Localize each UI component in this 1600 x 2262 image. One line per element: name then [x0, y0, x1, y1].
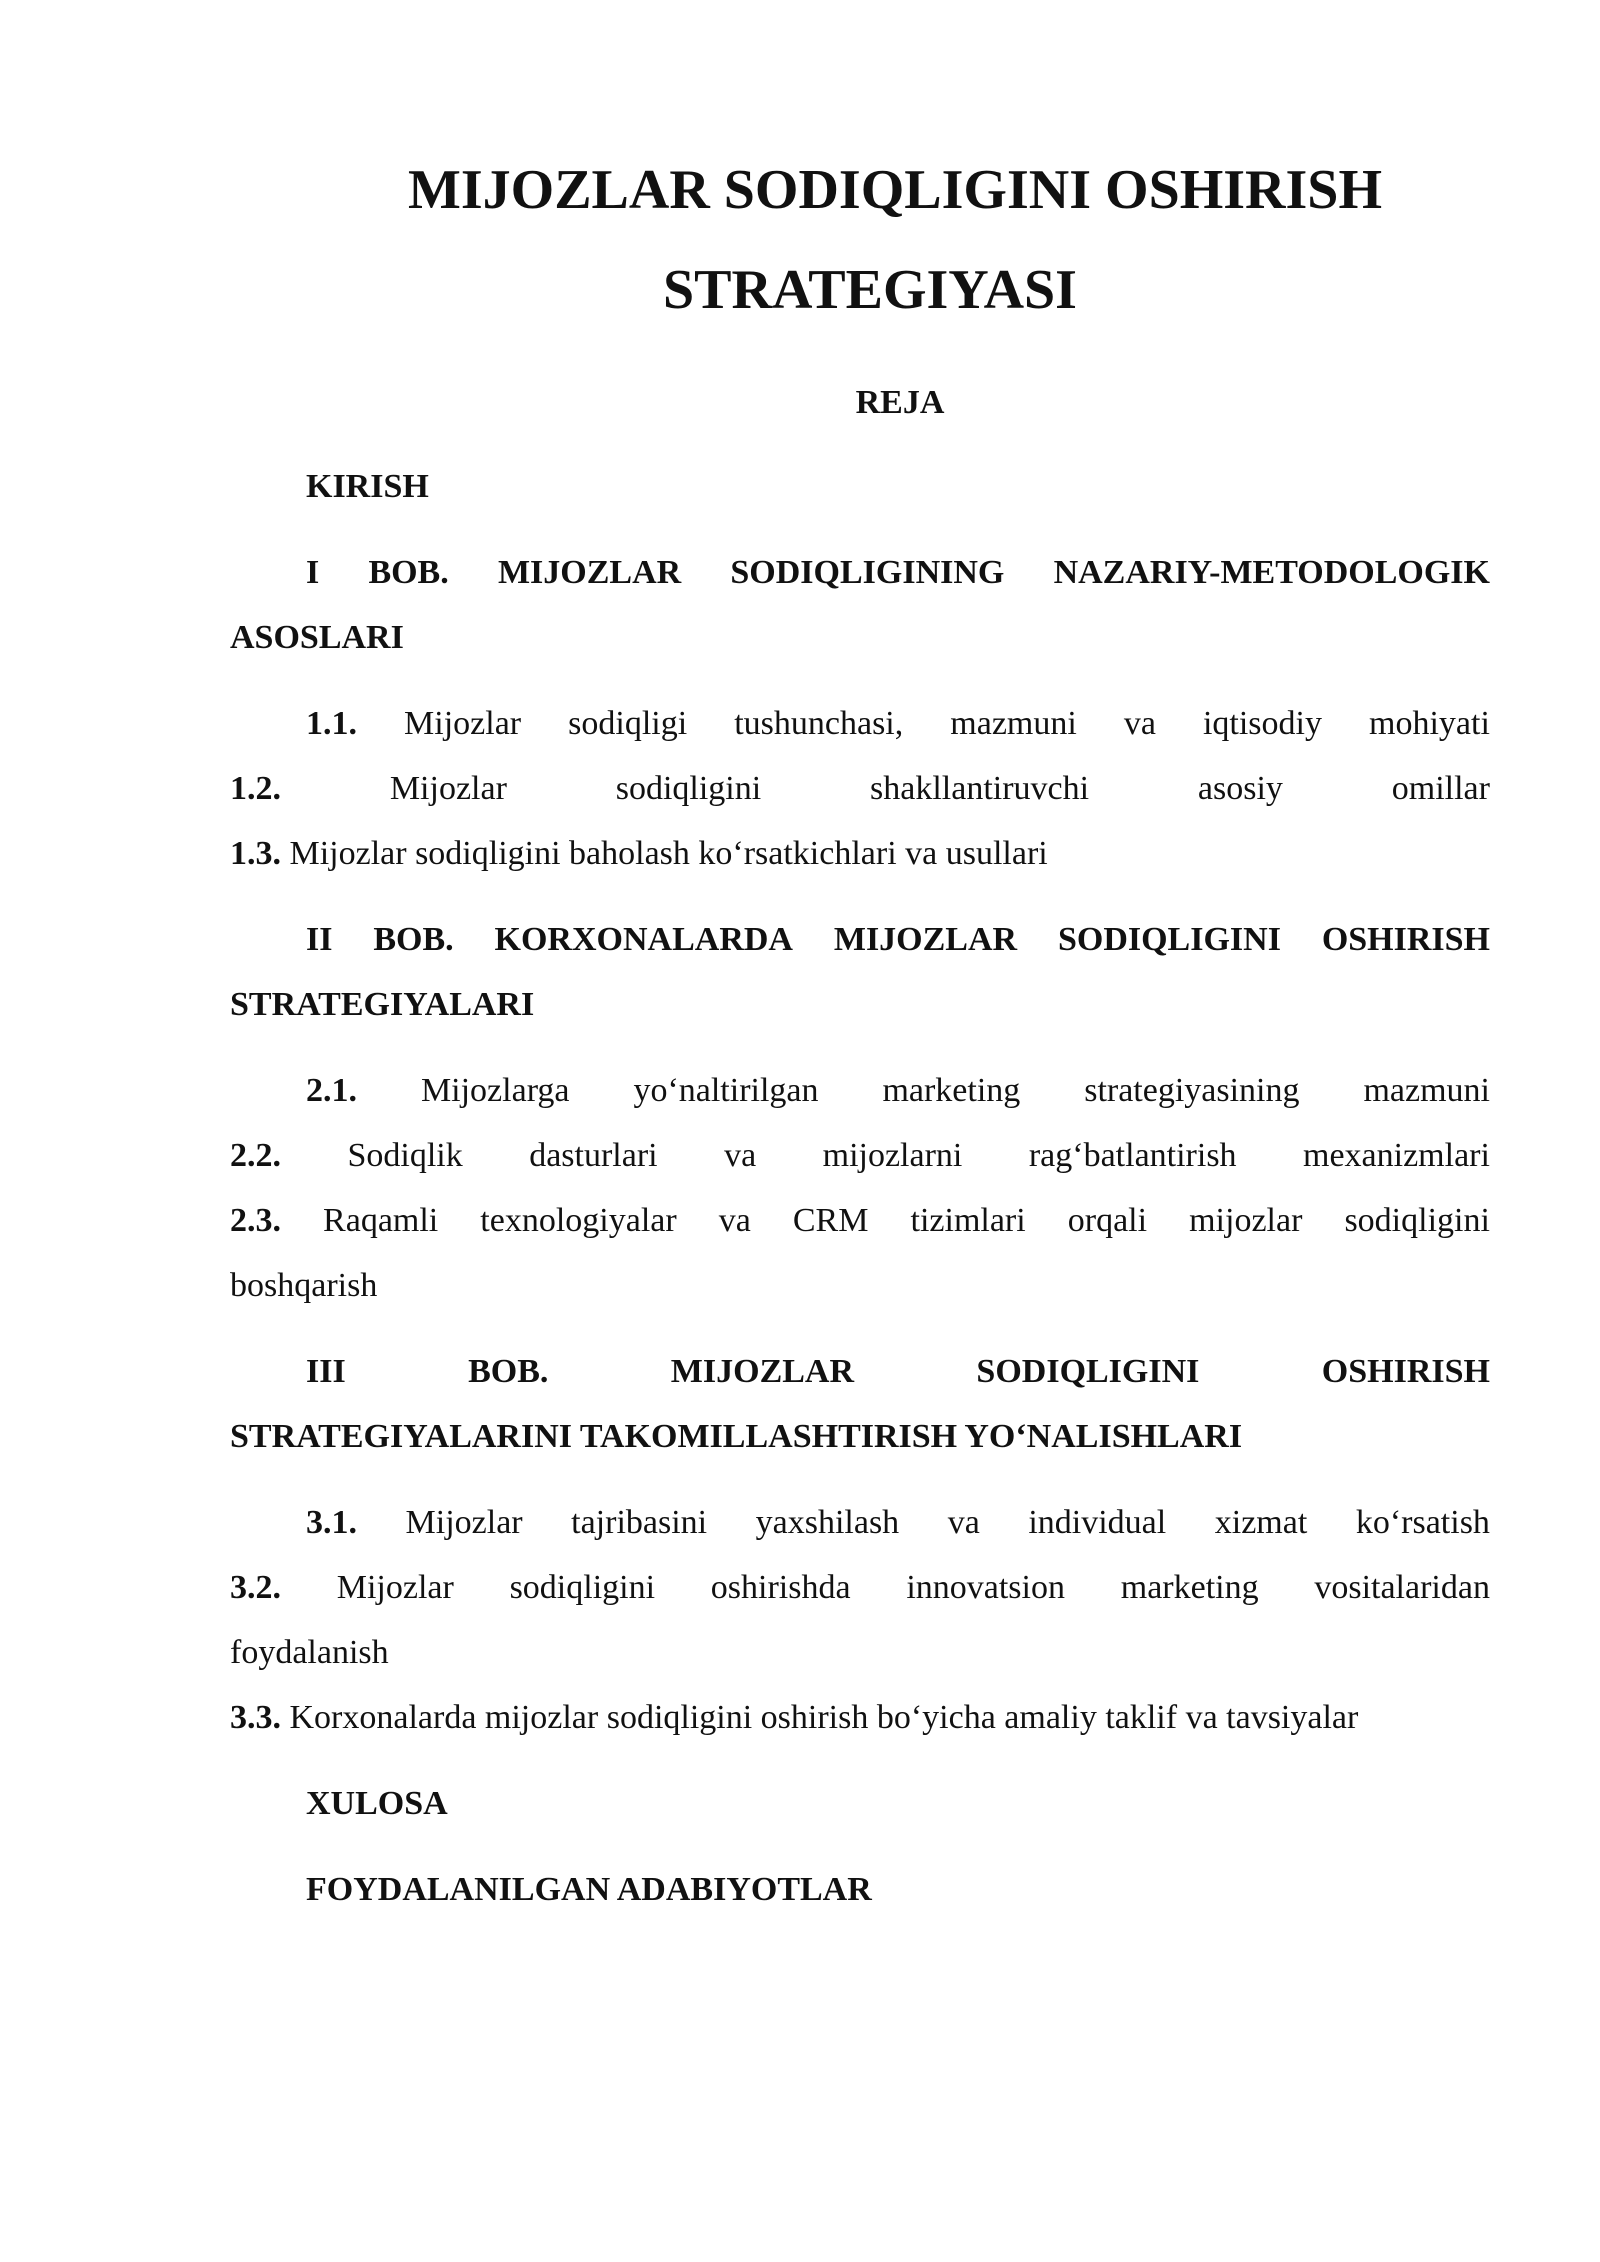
- toc-item-1-2-word: shakllantiruvchi: [870, 770, 1090, 807]
- toc-item-2-3-cont: boshqarish: [230, 1267, 378, 1304]
- toc-item-2-2-word: mexanizmlari: [1303, 1137, 1490, 1174]
- toc-item-2-3-word: mijozlar: [1189, 1202, 1303, 1239]
- toc-item-2-3-word: tizimlari: [910, 1202, 1026, 1239]
- toc-item-1-2-word: omillar: [1391, 770, 1490, 807]
- chapter-3-heading-word: III: [306, 1353, 346, 1390]
- toc-item-1-1-number: 1.1.: [306, 705, 357, 742]
- toc-item-1-1-word: iqtisodiy: [1202, 705, 1322, 742]
- chapter-2-heading-word: BOB.: [373, 921, 454, 958]
- toc-item-1-1-word: sodiqligi: [568, 705, 688, 742]
- toc-item-3-2-word: sodiqligini: [509, 1569, 656, 1606]
- toc-item-2-3-word: texnologiyalar: [480, 1202, 677, 1239]
- chapter-1-heading-word: NAZARIY-METODOLOGIK: [1053, 554, 1490, 591]
- chapter-2-heading-word: SODIQLIGINI: [1057, 921, 1281, 958]
- toc-item-2-1-word: yo‘naltirilgan: [633, 1072, 819, 1109]
- toc-item-2-3-number: 2.3.: [230, 1202, 281, 1239]
- chapter-2-heading-word: MIJOZLAR: [833, 921, 1018, 958]
- chapter-2-heading-word: KORXONALARDA: [494, 921, 793, 958]
- toc-item-1-1-word: tushunchasi,: [734, 705, 904, 742]
- toc-item-2-3-word: va: [718, 1202, 751, 1239]
- toc-item-3-2-number: 3.2.: [230, 1569, 281, 1606]
- toc-item-2-2-word: rag‘batlantirish: [1028, 1137, 1237, 1174]
- chapter-3-heading-word: SODIQLIGINI: [976, 1353, 1200, 1390]
- toc-item-3-3: [230, 1693, 1490, 1743]
- toc-item-1-1-word: mohiyati: [1369, 705, 1490, 742]
- toc-item-2-2-word: va: [724, 1137, 757, 1174]
- toc-item-1-3-number: 1.3.: [230, 835, 281, 872]
- toc-item-3-1: [306, 1498, 1490, 1548]
- toc-item-2-1-word: Mijozlarga: [420, 1072, 570, 1109]
- toc-item-1-2-word: sodiqligini: [615, 770, 762, 807]
- toc-item-1-3-text: Mijozlar sodiqligini baholash ko‘rsatkichlari va usullari: [289, 835, 1048, 872]
- toc-item-3-1-word: yaxshilash: [755, 1504, 900, 1541]
- chapter-1-heading-word: BOB.: [368, 554, 449, 591]
- conclusion-heading: XULOSA: [306, 1785, 448, 1822]
- toc-item-2-2-word: mijozlarni: [822, 1137, 963, 1174]
- toc-item-1-1-word: mazmuni: [950, 705, 1077, 742]
- toc-item-1-1: [306, 699, 1490, 749]
- plan-heading: REJA: [855, 384, 945, 421]
- chapter-1-heading-word: I: [306, 554, 320, 591]
- toc-item-2-3-word: sodiqligini: [1344, 1202, 1490, 1239]
- toc-item-2-1-word: marketing: [882, 1072, 1021, 1109]
- toc-item-2-2-word: Sodiqlik: [347, 1137, 463, 1174]
- toc-item-3-2-word: marketing: [1120, 1569, 1259, 1606]
- chapter-2-heading-word: II: [306, 921, 333, 958]
- toc-item-2-3-word: Raqamli: [323, 1202, 439, 1239]
- chapter-2-heading-word: OSHIRISH: [1321, 921, 1490, 958]
- toc-item-2-1-word: strategiyasining: [1084, 1072, 1300, 1109]
- toc-item-2-1-number: 2.1.: [306, 1072, 357, 1109]
- toc-item-3-1-word: Mijozlar: [405, 1504, 523, 1541]
- chapter-3-heading: [306, 1347, 1490, 1397]
- toc-item-1-1-word: va: [1123, 705, 1156, 742]
- toc-item-3-2-cont: foydalanish: [230, 1634, 389, 1671]
- toc-item-2-1-word: mazmuni: [1363, 1072, 1490, 1109]
- toc-item-3-2-word: vositalaridan: [1314, 1569, 1490, 1606]
- document-title-line-1: MIJOZLAR SODIQLIGINI OSHIRISH: [407, 159, 1382, 221]
- toc-item-2-3: [230, 1196, 1490, 1246]
- chapter-1-heading-word: SODIQLIGINING: [730, 554, 1005, 591]
- toc-item-3-2-word: oshirishda: [710, 1569, 851, 1606]
- toc-item-1-2-word: Mijozlar: [389, 770, 507, 807]
- chapter-3-heading-word: BOB.: [468, 1353, 549, 1390]
- toc-item-2-3-word: CRM: [792, 1202, 869, 1239]
- toc-item-3-1-word: tajribasini: [571, 1504, 708, 1541]
- chapter-2-heading: [306, 915, 1490, 965]
- toc-item-2-2: [230, 1131, 1490, 1181]
- toc-item-3-2-word: innovatsion: [906, 1569, 1065, 1606]
- toc-item-1-2-word: asosiy: [1197, 770, 1283, 807]
- intro-heading: KIRISH: [306, 468, 429, 505]
- toc-item-3-1-word: va: [947, 1504, 980, 1541]
- chapter-3-heading-cont: STRATEGIYALARINI TAKOMILLASHTIRISH YO‘NALISHLARI: [230, 1418, 1243, 1455]
- toc-item-1-2: [230, 764, 1490, 814]
- chapter-1-heading: [306, 548, 1490, 598]
- document-title-line-2: STRATEGIYASI: [663, 259, 1077, 321]
- toc-item-3-2-word: Mijozlar: [336, 1569, 454, 1606]
- toc-item-1-2-number: 1.2.: [230, 770, 281, 807]
- toc-item-1-3: [230, 829, 1490, 879]
- chapter-2-heading-cont: STRATEGIYALARI: [230, 986, 535, 1023]
- toc-item-1-1-word: Mijozlar: [404, 705, 522, 742]
- toc-item-2-2-word: dasturlari: [529, 1137, 658, 1174]
- toc-item-3-1-word: ko‘rsatish: [1355, 1504, 1490, 1541]
- toc-item-3-1-word: xizmat: [1214, 1504, 1308, 1541]
- toc-item-2-3-word: orqali: [1067, 1202, 1148, 1239]
- toc-item-3-2: [230, 1563, 1490, 1613]
- toc-item-3-1-number: 3.1.: [306, 1504, 357, 1541]
- toc-item-3-3-number: 3.3.: [230, 1699, 281, 1736]
- references-heading: FOYDALANILGAN ADABIYOTLAR: [306, 1871, 872, 1908]
- chapter-1-heading-word: MIJOZLAR: [497, 554, 682, 591]
- toc-item-3-3-text: Korxonalarda mijozlar sodiqligini oshirish bo‘yicha amaliy taklif va tavsiyalar: [289, 1699, 1359, 1736]
- chapter-3-heading-word: OSHIRISH: [1321, 1353, 1490, 1390]
- toc-item-2-2-number: 2.2.: [230, 1137, 281, 1174]
- toc-item-2-1: [306, 1066, 1490, 1116]
- chapter-3-heading-word: MIJOZLAR: [670, 1353, 855, 1390]
- toc-item-3-1-word: individual: [1028, 1504, 1167, 1541]
- chapter-1-heading-cont: ASOSLARI: [230, 619, 404, 656]
